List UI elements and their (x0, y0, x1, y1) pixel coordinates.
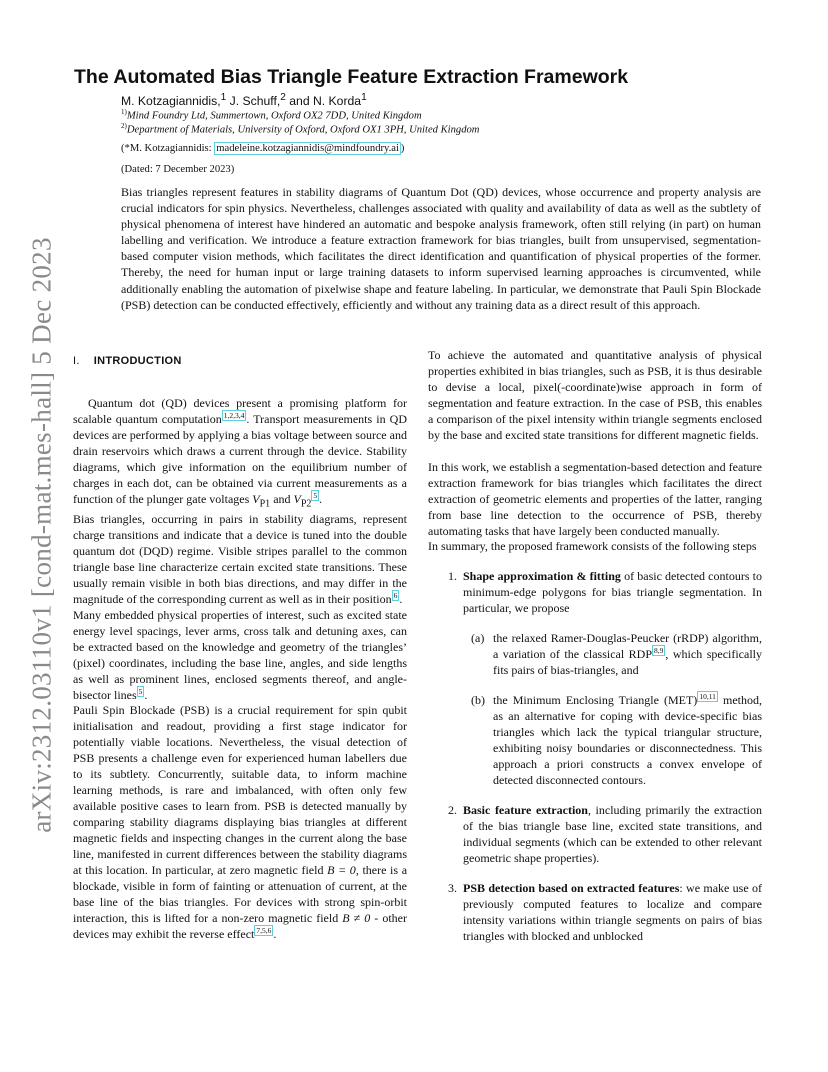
contact-prefix: (*M. Kotzagiannidis: (121, 143, 215, 154)
contact-suffix: ) (400, 143, 405, 154)
affiliation-2 (121, 122, 479, 136)
arxiv-watermark (22, 235, 62, 835)
right-column (428, 348, 762, 959)
steps-list (428, 569, 762, 944)
section-number: I. (73, 355, 80, 367)
math-subscript: P1 (259, 498, 271, 510)
author-3: and N. Korda (285, 94, 362, 109)
text: . (144, 687, 148, 702)
list-item-title: Shape approximation & fitting (463, 569, 621, 584)
intro-paragraph-3 (73, 608, 407, 704)
affiliation-2-text: Department of Materials, University of Oxford, Oxford OX1 3PH, United Kingdom (126, 124, 480, 136)
math-expression: B ≠ 0 (342, 910, 371, 925)
text: Pauli Spin Blockade (PSB) is a crucial requirement for spin qubit initialisation and readout, providing a first stage indicator for potentially viable locations. Nevertheless, the visual detection of PSB presents a challenge even for experienced human labellers due to its subtlety. Concurrently, suitable data, to inform machine learning methods, is rare and imbalanced, with often only few available positive cases to learn from. PSB is detected manually by comparing stability diagrams displaying bias triangles at different magnetic fields and inspecting changes in the current along the base line, manifested in current differences between the stability diagrams at this location. In particular, at zero magnetic field (73, 703, 407, 877)
list-marker: (b) (471, 693, 485, 708)
contact-line (121, 143, 404, 154)
text: and (270, 491, 294, 506)
list-item-text: , which specifically fits pairs of bias-triangles, and (493, 647, 762, 678)
arxiv-watermark-text: arXiv:2312.03110v1 [cond-mat.mes-hall] 5 Dec 2023 (26, 237, 57, 833)
text: . (273, 926, 277, 941)
citation-link[interactable]: 5 (138, 686, 143, 696)
citation-link[interactable]: 6 (393, 590, 398, 600)
list-item-text: method, as an alternative for coping with device-specific bias triangles which lack the typical triangular structure, exhibiting noisy boundaries or disconnectedness. This approach a priori constructs a convex envelope of detected disconnected contours. (493, 693, 762, 787)
text: - other devices may exhibit the reverse effect (73, 910, 407, 941)
text: . (319, 491, 323, 506)
email-link[interactable]: madeleine.kotzagiannidis@mindfoundry.ai (216, 143, 399, 154)
author-2-affil: 2 (280, 92, 286, 103)
right-paragraph-2: In this work, we establish a segmentation-based detection and feature extraction framework for bias triangles which facilitates the direct extraction of geometric elements and properties of the latter, ranging from base line detection to the occurrence of PSB, thereby automating tasks that have largely been conducted manually. (428, 459, 762, 538)
list-number: 2. (448, 802, 457, 817)
intro-paragraph-2 (73, 512, 407, 608)
list-item (428, 569, 762, 788)
text: . (399, 591, 403, 606)
intro-paragraph-4 (73, 703, 407, 942)
text: . Transport measurements in QD devices are performed by applying a bias voltage between source and drain reservoirs which draws a current through the device. Stability diagrams, which give information on the equilibrium number of charges in each dot, can be obtained via current measurements as a function of the plunger gate voltages (73, 411, 407, 506)
list-item (463, 693, 762, 789)
list-marker: (a) (471, 631, 485, 646)
list-number: 3. (448, 880, 457, 895)
citation-link[interactable]: 5 (313, 490, 318, 500)
list-item (428, 803, 762, 867)
text: Quantum dot (QD) devices present a promising platform for scalable quantum computation (73, 395, 407, 426)
citation-link[interactable]: 7,5,6 (256, 925, 272, 935)
paper-title: The Automated Bias Triangle Feature Extraction Framework (74, 66, 629, 88)
affiliation-1-marker: 1) (121, 108, 127, 116)
affiliation-1-text: Mind Foundry Ltd, Summertown, Oxford OX2 7DD, United Kingdom (126, 110, 422, 122)
text: Many embedded physical properties of interest, such as excited state energy level spacings, lever arms, cross talk and detuning axes, can be extracted based on the knowledge and geometry of the triangles’ (pixel) coordinates, including the base line, angles, and side lengths as well as prominent lines, enclosed segments thereof, and angle-bisector lines (73, 607, 407, 702)
citation-link[interactable]: 1,2,3,4 (223, 410, 245, 420)
list-item (428, 881, 762, 945)
author-2: J. Schuff, (226, 94, 281, 109)
affiliation-1 (121, 108, 422, 122)
list-item-text: the relaxed Ramer-Douglas-Peucker (rRDP) algorithm, a variation of the classical RDP (493, 631, 762, 662)
left-column (73, 348, 407, 943)
list-number: 1. (448, 569, 457, 584)
list-item-title: PSB detection based on extracted features (463, 880, 680, 895)
list-item-text: : we make use of previously computed features to localize and compare intensity variations within triangle segments on pairs of bias triangles with blocked and unblocked (463, 880, 763, 943)
citation-link[interactable]: 8,9 (654, 646, 664, 656)
author-list (121, 92, 367, 108)
dated-line: (Dated: 7 December 2023) (121, 164, 235, 175)
list-item-text: the Minimum Enclosing Triangle (MET) (493, 693, 698, 708)
list-item-text: , including primarily the extraction of the bias triangle base line, excited state transitions, and individual segments (which can be extended to other relevant geometric shape properties). (463, 802, 762, 865)
citation-link[interactable]: 10,11 (699, 692, 716, 702)
math-symbol: V (293, 491, 301, 506)
author-1-affil: 1 (220, 92, 227, 103)
sub-list (463, 631, 762, 789)
list-item (463, 631, 762, 679)
list-item-text: of basic detected contours to minimum-edge polygons for bias triangle segmentation. In particular, we propose (463, 569, 762, 616)
right-paragraph-3: In summary, the proposed framework consists of the following steps (428, 539, 757, 554)
math-expression: B = 0 (327, 862, 356, 877)
affiliation-2-marker: 2) (121, 122, 127, 130)
section-title: INTRODUCTION (93, 355, 182, 367)
math-symbol: V (252, 491, 260, 506)
math-subscript: P2 (300, 498, 312, 510)
author-3-affil: 1 (361, 92, 367, 103)
intro-paragraph-1 (73, 396, 407, 512)
section-heading (73, 354, 407, 370)
text: Bias triangles, occurring in pairs in stability diagrams, represent charge transitions and indicate that a device is tuned into the double quantum dot (DQD) regime. Visible stripes parallel to the common triangle base line characterize certain excited state transitions. These usually remain visible in both bias directions, and may differ in the magnitude of the corresponding current as well as in their position (73, 512, 407, 606)
list-item-title: Basic feature extraction (463, 802, 588, 817)
author-1: M. Kotzagiannidis, (121, 94, 221, 109)
right-paragraph-1: To achieve the automated and quantitative analysis of physical properties exhibited in bias triangles, such as PSB, it is thus desirable to devise a local, pixel(-coordinate)wise approach in form of segmentation and feature extraction. In the case of PSB, this enables a comparison of the pixel intensity within triangle segments enclosed by the base and excited state transitions for different magnetic fields. (428, 348, 762, 442)
abstract: Bias triangles represent features in stability diagrams of Quantum Dot (QD) devices, whose occurrence and property analysis are crucial indicators for spin physics. Nevertheless, challenges associated with quality and availability of data as well as the subtlety of physical phenomena of interest have hindered an automatic and bespoke analysis framework, often still relying (in part) on human labelling and verification. We introduce a feature extraction framework for bias triangles, built from unsupervised, segmentation-based computer vision methods, which facilitates the direct identification and quantification of physical properties of the former. Thereby, the need for human input or large training datasets to inform supervised learning approaches is circumvented, while additionally enabling the automation of pixelwise shape and feature labeling. In particular, we demonstrate that Pauli Spin Blockade (PSB) detection can be conducted effectively, efficiently and without any training data as a direct result of this approach. (121, 185, 761, 312)
text: , there is a blockade, visible in form of fainting or attenuation of current, at the base line of the bias triangles. For devices with strong spin-orbit interaction, this is lifted for a non-zero magnetic field (73, 862, 408, 925)
